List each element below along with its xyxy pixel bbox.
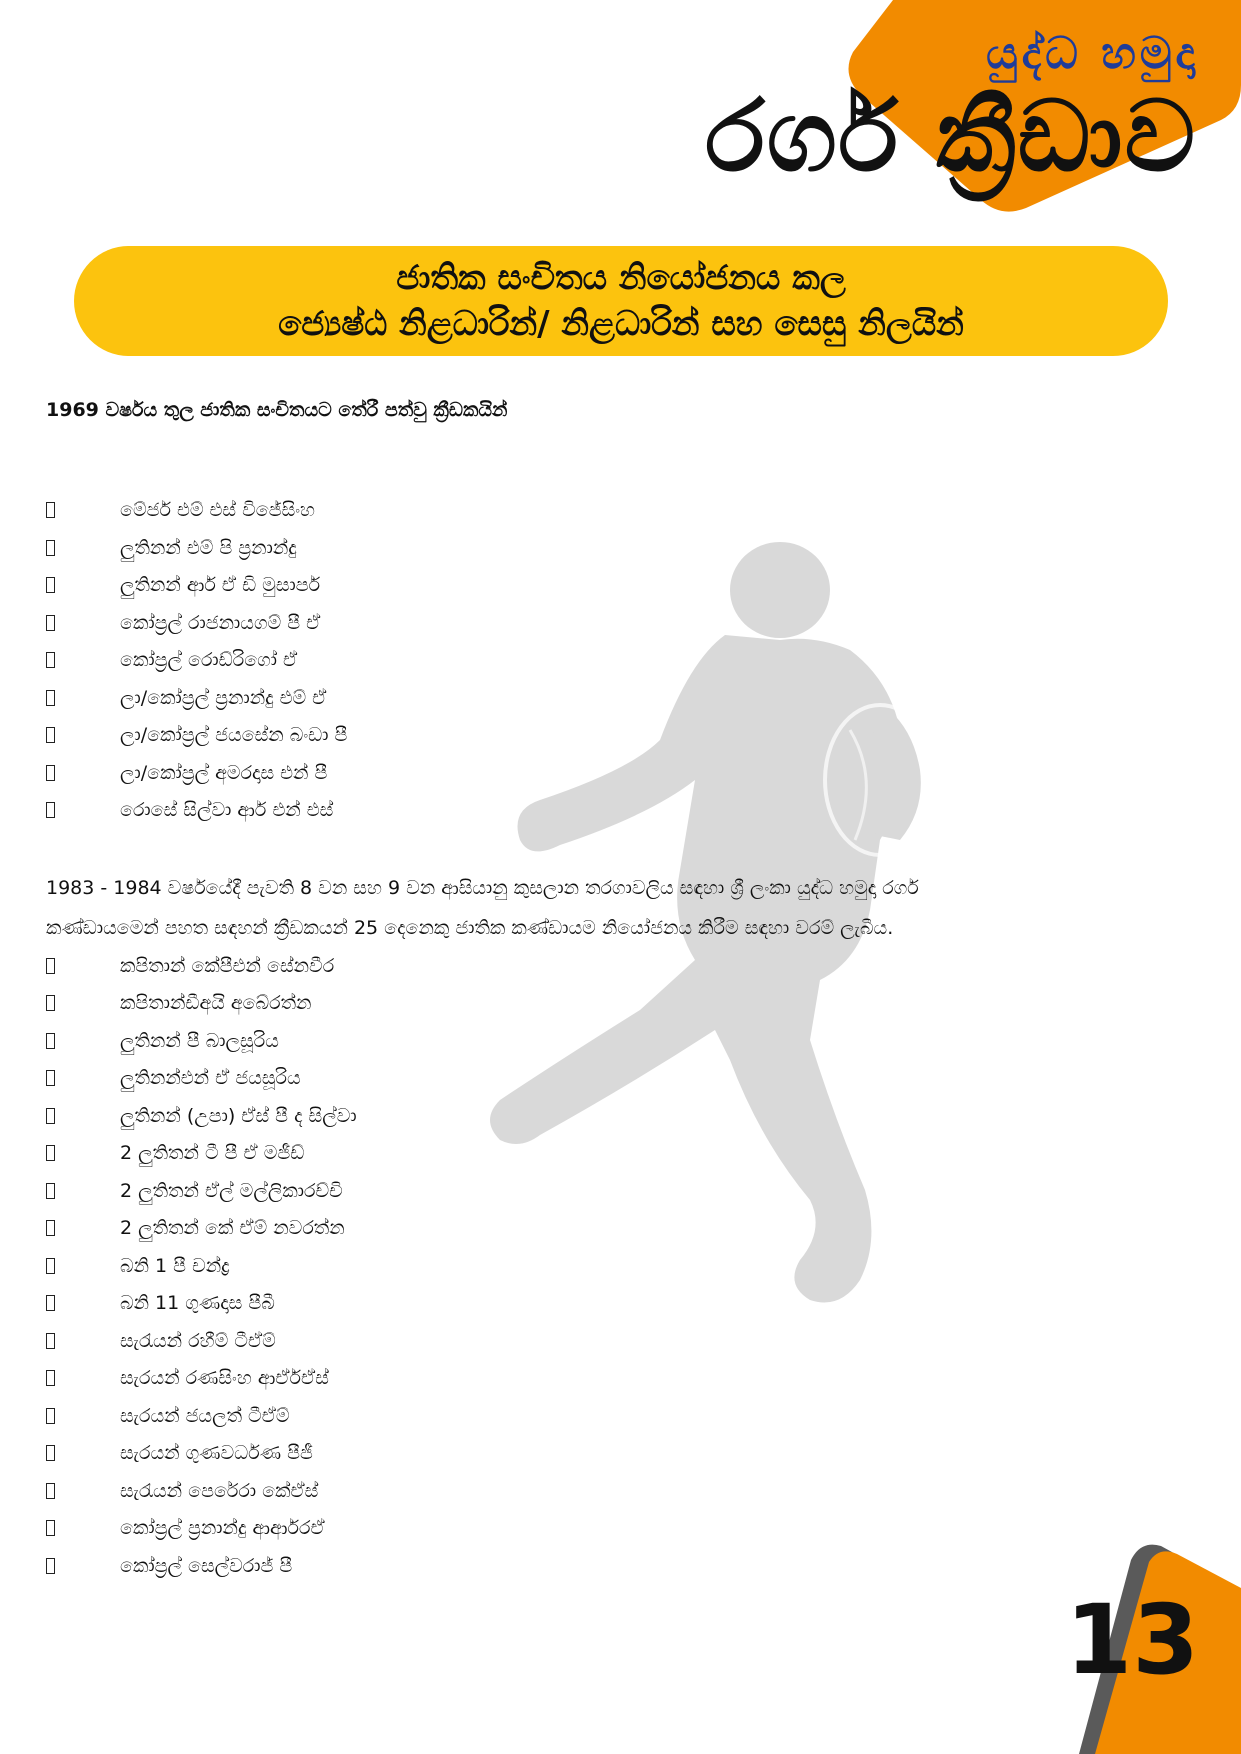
bullet-box-icon bbox=[46, 1183, 55, 1199]
bullet-box-icon bbox=[46, 727, 55, 743]
list-item: 2 ලුතිතන් ඒල් මල්ලිකාරච්චි bbox=[46, 1173, 1106, 1211]
list-item: ලා/කෝප්‍රල් ජයසේන බංඩා පී bbox=[46, 717, 1106, 755]
bullet-box-icon bbox=[46, 802, 55, 818]
main-content bbox=[46, 390, 1106, 1585]
list-item: කපිතාන්ඩීඅයි අබේරත්න bbox=[46, 985, 1106, 1023]
list-item: කෝප්‍රල් ප්‍රනාන්දු ආර්ආරඒ bbox=[46, 1510, 1106, 1548]
bullet-box-icon bbox=[46, 958, 55, 974]
bullet-box-icon bbox=[46, 1070, 55, 1086]
bullet-box-icon bbox=[46, 765, 55, 781]
bullet-box-icon bbox=[46, 540, 55, 556]
list-item: සැරයන් ජයලත් ටීඒම් bbox=[46, 1398, 1106, 1436]
list-item: කෝප්‍රල් රාජනායගම් පී ඒ bbox=[46, 605, 1106, 643]
section-1969-heading: 1969 වර්ෂය තුල ජාතික සංචිතයට තේරී පත්වු ක්‍රීඩකයින් bbox=[46, 399, 508, 421]
header-subtitle: යුද්ධ හමුදා bbox=[986, 28, 1199, 79]
bullet-box-icon bbox=[46, 1145, 55, 1161]
bullet-box-icon bbox=[46, 1370, 55, 1386]
header-title: රගර් ක්‍රීඩාව bbox=[705, 80, 1197, 194]
bullet-box-icon bbox=[46, 1408, 55, 1424]
list-item: මේජර් එම් එස් විජේසිංහ bbox=[46, 492, 1106, 530]
list-item: කෝප්‍රල් රොඩ්රිගෝ ඒ bbox=[46, 642, 1106, 680]
banner-line-1: ජාතික සංචිතය නියෝජනය කල bbox=[396, 258, 846, 298]
bullet-box-icon bbox=[46, 1483, 55, 1499]
list-item: 2 ලුතිතන් කේ ඒම් නවරත්න bbox=[46, 1210, 1106, 1248]
bullet-box-icon bbox=[46, 615, 55, 631]
page-number: 13 bbox=[1065, 1584, 1199, 1696]
list-item: ලුතිනන් (උපා) ඒස් පී ද සිල්වා bbox=[46, 1098, 1106, 1136]
bullet-box-icon bbox=[46, 1520, 55, 1536]
bullet-box-icon bbox=[46, 1108, 55, 1124]
bullet-box-icon bbox=[46, 1033, 55, 1049]
list-item: ලුතිනන්එන් ඒ ජයසූරිය bbox=[46, 1060, 1106, 1098]
bullet-box-icon bbox=[46, 1220, 55, 1236]
section-1983-paragraph bbox=[46, 868, 1106, 948]
bullet-box-icon bbox=[46, 690, 55, 706]
bullet-box-icon bbox=[46, 1295, 55, 1311]
title-banner bbox=[74, 246, 1168, 356]
bullet-box-icon bbox=[46, 502, 55, 518]
paragraph-line-1: 1983 - 1984 වර්ෂයේදී පැවති 8 වන සහ 9 වන ආසියානු කුසලාන තරගාවලිය සඳහා ශ්‍රී ලංකා යුද්ධ හමුදා රගර් bbox=[46, 876, 919, 899]
list-item: ලුතිනන් පී බාලසූරිය bbox=[46, 1023, 1106, 1061]
list-item: රොසේ සිල්වා ආර් එන් එස් bbox=[46, 792, 1106, 830]
list-item: සැරයන් රණසිංහ ආර්ඒඒස් bbox=[46, 1360, 1106, 1398]
list-item: ලුතිනන් එම් පි ප්‍රනාන්දු bbox=[46, 530, 1106, 568]
list-item: කෝප්‍රල් සෙල්වරාජ් පී bbox=[46, 1548, 1106, 1586]
bullet-box-icon bbox=[46, 577, 55, 593]
bullet-box-icon bbox=[46, 995, 55, 1011]
bullet-box-icon bbox=[46, 1333, 55, 1349]
bullet-box-icon bbox=[46, 1558, 55, 1574]
bullet-box-icon bbox=[46, 1445, 55, 1461]
list-item: කපිතාන් කේපීඑන් සේනවීර bbox=[46, 948, 1106, 986]
list-item: සැරැයන් පෙරේරා කේඒස් bbox=[46, 1473, 1106, 1511]
banner-line-2: ජ්‍යෙෂ්ඨ නිළධාරින්/ නිළධාරින් සහ සෙසු නිලයින් bbox=[278, 304, 964, 344]
list-item: සැරැයන් රහීම් ටීඒම් bbox=[46, 1323, 1106, 1361]
list-item: 2 ලුතිතන් ටී පී ඒ මජීඩ් bbox=[46, 1135, 1106, 1173]
list-item: ලා/කෝප්‍රල් ප්‍රනාන්දු එම් ඒ bbox=[46, 680, 1106, 718]
bullet-box-icon bbox=[46, 1258, 55, 1274]
paragraph-line-2: කණ්ඩායමෙන් පහත සඳහන් ක්‍රීඩකයන් 25 දෙනෙකු ජාතික කණ්ඩායම නියෝජනය කිරීම සඳහා වරම් ලැබීය. bbox=[46, 916, 894, 939]
list-item: සැරයන් ගුණවර්ධණ පීජී bbox=[46, 1435, 1106, 1473]
list-item: ලුතිනන් ආර් ඒ ඩි මුසාපර් bbox=[46, 567, 1106, 605]
list-item: බනි 11 ගුණදාස පීබී bbox=[46, 1285, 1106, 1323]
section-1969-list bbox=[46, 492, 1106, 830]
list-item: බනි 1 පී චන්ද්‍ර bbox=[46, 1248, 1106, 1286]
list-item: ලා/කෝප්‍රල් අමරදාස එන් පී bbox=[46, 755, 1106, 793]
section-1983-list bbox=[46, 948, 1106, 1586]
bullet-box-icon bbox=[46, 652, 55, 668]
